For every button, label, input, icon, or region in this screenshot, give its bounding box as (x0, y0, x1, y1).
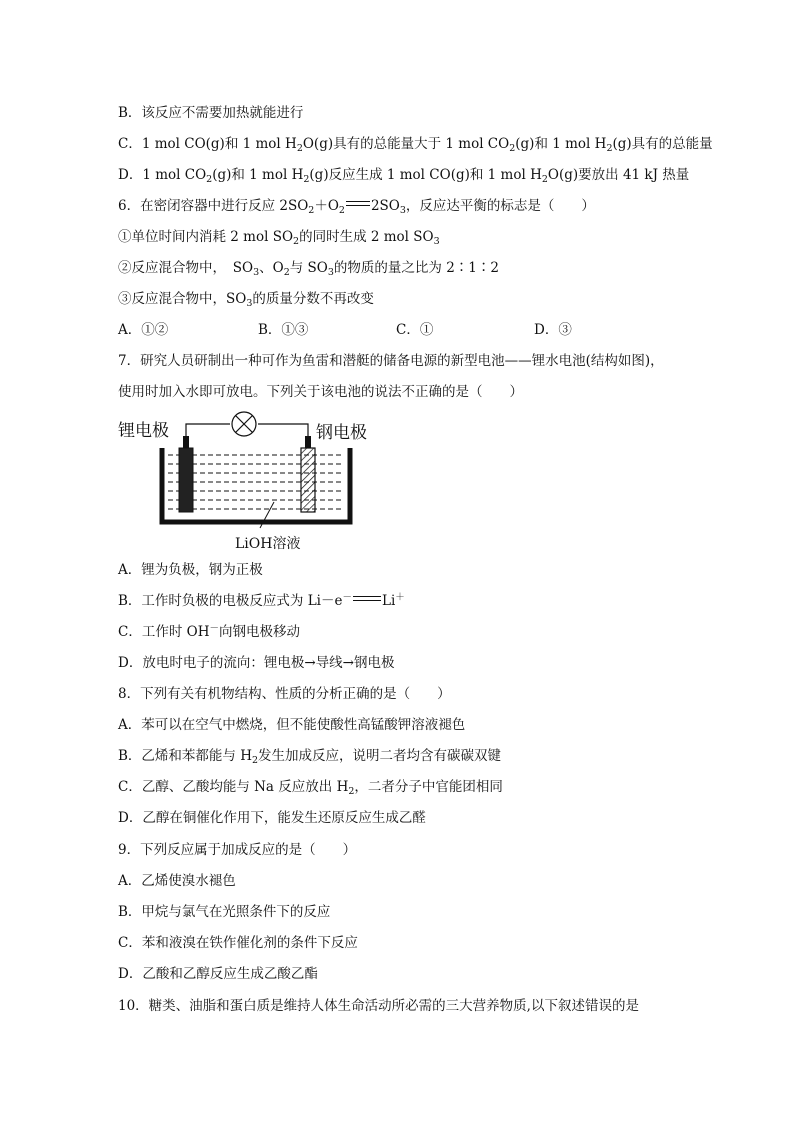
equals-arrow-icon (352, 594, 382, 604)
q5-option-c: C．1 mol CO(g)和 1 mol $H_2O(g)$具有的总能量大于 1 mol $CO_2(g)$和 1 mol $H_2(g)$具有的总能量 (118, 136, 713, 154)
q7-option-b: B．工作时负极的电极反应式为 Li－e－ Li＋ (118, 592, 405, 609)
wire-left (186, 424, 230, 436)
solution-lines (168, 455, 344, 509)
lithium-electrode-tab (183, 436, 189, 448)
q6-item-2: ②反应混合物中， $SO_3$、$O_2$与 $SO_3$的物质的量之比为 2∶1∶2 (118, 260, 499, 278)
lithium-electrode (179, 448, 193, 512)
q6-option-c: C．① (396, 322, 434, 338)
q6-stem: 6．在密闭容器中进行反应 $2SO_2+O_2$ $2SO_3$，反应达平衡的标志是（ ） (118, 198, 595, 216)
q6-option-a: A．①② (118, 322, 169, 338)
q8-option-d: D．乙醇在铜催化作用下，能发生还原反应生成乙醛 (118, 810, 426, 826)
wire-right (258, 424, 308, 436)
q5-option-d: D．1 mol $CO_2(g)$和 1 mol $H_2(g)$反应生成 1 mol CO(g)和 1 mol $H_2O(g)$要放出 41 kJ 热量 (118, 167, 690, 185)
q8-option-a: A．苯可以在空气中燃烧，但不能使酸性高锰酸钾溶液褪色 (118, 717, 466, 733)
q9-option-b: B．甲烷与氯气在光照条件下的反应 (118, 904, 331, 920)
equilibrium-arrow-icon (345, 199, 371, 209)
q9-stem: 9．下列反应属于加成反应的是（ ） (118, 842, 357, 858)
q7-option-a: A．锂为负极，钢为正极 (118, 562, 263, 578)
q6-item-3: ③反应混合物中，$SO_3$的质量分数不再改变 (118, 291, 374, 309)
battery-diagram-svg (118, 410, 398, 556)
q7-stem-line1: 7．研究人员研制出一种可作为鱼雷和潜艇的储备电源的新型电池——锂水电池(结构如图)， (118, 353, 664, 369)
q9-option-c: C．苯和液溴在铁作催化剂的条件下反应 (118, 935, 358, 951)
q8-option-b: B．乙烯和苯都能与 $H_2$发生加成反应，说明二者均含有碳碳双键 (118, 748, 502, 766)
q9-option-d: D．乙酸和乙醇反应生成乙酸乙酯 (118, 966, 318, 982)
battery-diagram (118, 410, 398, 556)
q10-stem: 10．糖类、油脂和蛋白质是维持人体生命活动所必需的三大营养物质,以下叙述错误的是 (118, 998, 639, 1014)
q5-option-b: B．该反应不需要加热就能进行 (118, 105, 304, 121)
q8-option-c: C．乙醇、乙酸均能与 Na 反应放出 $H_2$，二者分子中官能团相同 (118, 779, 503, 797)
steel-electrode-label: 钢电极 (316, 423, 367, 443)
lithium-electrode-label: 锂电极 (118, 421, 169, 441)
steel-electrode-tab (305, 436, 311, 448)
q7-stem-line2: 使用时加入水即可放电。下列关于该电池的说法不正确的是（ ） (118, 384, 523, 400)
q6-option-b: B．①③ (258, 322, 309, 338)
steel-electrode (301, 448, 315, 512)
q6-item-1: ①单位时间内消耗 2 mol $SO_2$的同时生成 2 mol $SO_3$ (118, 229, 440, 247)
bulb-icon (232, 412, 256, 436)
q8-stem: 8．下列有关有机物结构、性质的分析正确的是（ ） (118, 686, 451, 702)
lioh-solution-label: LiOH溶液 (235, 536, 301, 552)
q7-option-d: D．放电时电子的流向：锂电极→导线→钢电极 (118, 655, 395, 671)
q9-option-a: A．乙烯使溴水褪色 (118, 873, 236, 889)
q6-option-d: D．③ (534, 322, 572, 338)
q7-option-c: C．工作时 OH－向钢电极移动 (118, 623, 300, 640)
